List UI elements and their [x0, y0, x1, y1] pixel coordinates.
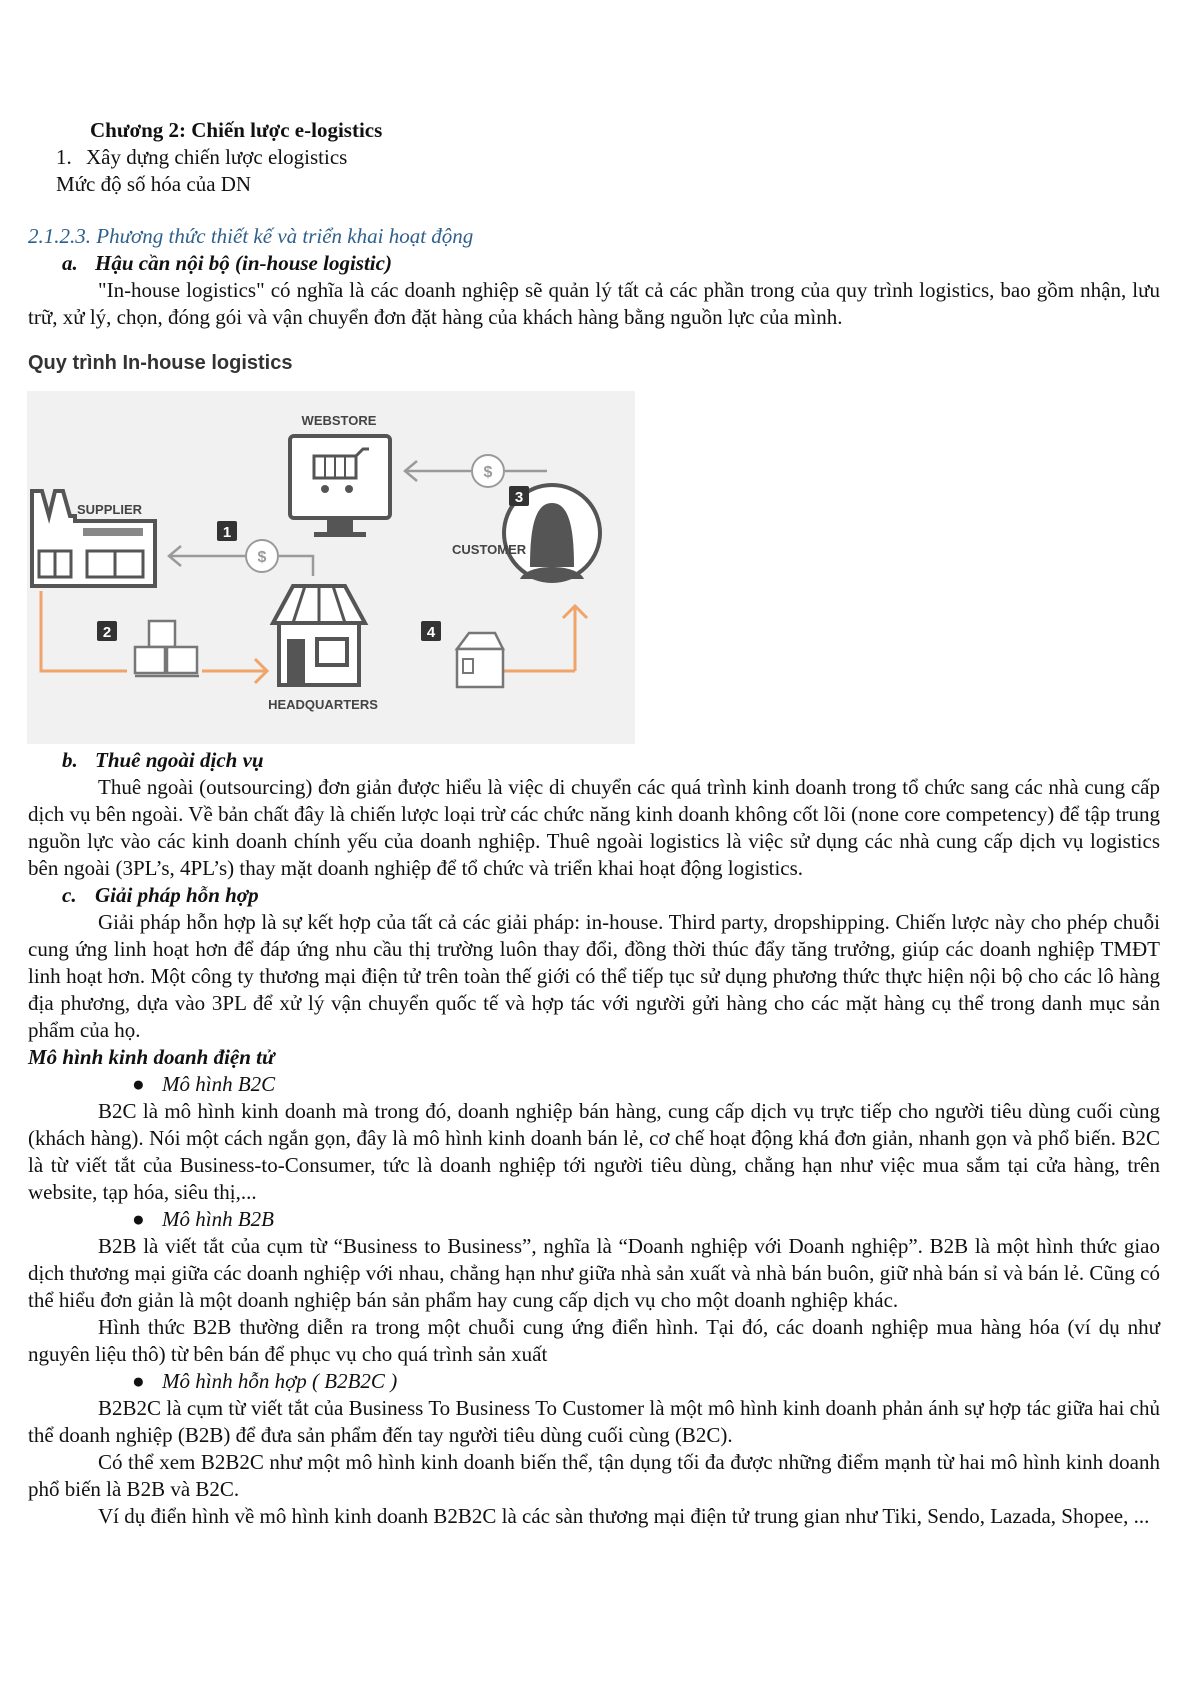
- dollar-label: $: [257, 549, 267, 566]
- headquarters-label: HEADQUARTERS: [268, 697, 378, 712]
- model-heading: Mô hình kinh doanh điện tử: [28, 1045, 275, 1069]
- step-1-label: 1: [222, 524, 232, 541]
- bullet-dot: ●: [132, 1072, 145, 1096]
- numbered-item: [56, 144, 1160, 171]
- paragraph-b2b2c-1: B2B2C là cụm từ viết tắt của Business To Business To Customer là một mô hình kinh doanh phản ánh sự hợp tác giữa hai chủ thể doanh nghiệp (B2B) để đưa sản phẩm đến tay người tiêu dùng cuối cùng (B2C).: [28, 1396, 1160, 1447]
- paragraph-b2b-1: B2B là viết tắt của cụm từ “Business to Business”, nghĩa là “Doanh nghiệp với Doanh nghiệp”. B2B là một hình thức giao dịch thương mại giữa các doanh nghiệp với nhau, chẳng hạn như giữa nhà sản xuất và nhà bán buôn, giữ nhà bán sỉ và bán lẻ. Cũng có thể hiểu đơn giản là một doanh nghiệp bán sản phẩm hay cung cấp dịch vụ cho một doanh nghiệp khác.: [28, 1234, 1160, 1312]
- step-3-label: 3: [514, 489, 524, 506]
- item-number: 1.: [56, 145, 72, 169]
- chapter-title: Chương 2: Chiến lược e-logistics: [90, 118, 383, 142]
- dollar-label: $: [483, 464, 493, 481]
- paragraph-b2b2c-2: Có thể xem B2B2C như một mô hình kinh doanh biến thể, tận dụng tối đa được những điểm mạnh từ hai mô hình kinh doanh phổ biến là B2B và B2C.: [28, 1450, 1160, 1501]
- paragraph-b2c: B2C là mô hình kinh doanh mà trong đó, doanh nghiệp bán hàng, cung cấp dịch vụ trực tiếp cho người tiêu dùng cuối cùng (khách hàng). Nói một cách ngắn gọn, đây là mô hình kinh doanh bán lẻ, cơ chế hoạt động khá đơn giản, nhanh gọn và phổ biến. B2C là từ viết tắt của Business-to-Consumer, tức là doanh nghiệp tới người tiêu dùng, chẳng hạn như việc mua sắm tại cửa hàng, trên website, tạp hóa, siêu thị,...: [28, 1099, 1160, 1204]
- headquarters-store-icon: [273, 586, 365, 685]
- step-badge-2: [97, 621, 117, 641]
- customer-label: CUSTOMER: [452, 542, 527, 557]
- heading-c: [62, 882, 1160, 909]
- figure-title: Quy trình In-house logistics: [28, 352, 293, 374]
- heading-b: [62, 747, 1160, 774]
- dollar-icon: [246, 540, 278, 572]
- webstore-label: WEBSTORE: [301, 413, 377, 428]
- step-2-label: 2: [102, 624, 112, 641]
- step-4-label: 4: [426, 624, 436, 641]
- bullet-b2b-title: Mô hình B2B: [162, 1207, 274, 1231]
- heading-b-title: Thuê ngoài dịch vụ: [95, 748, 264, 772]
- bullet-dot: ●: [132, 1207, 145, 1231]
- bullet-b2b2c: [132, 1368, 1160, 1395]
- package-box-icon: [457, 633, 503, 687]
- paragraph-b2b2c-3: Ví dụ điển hình về mô hình kinh doanh B2B2C là các sàn thương mại điện tử trung gian như Tiki, Sendo, Lazada, Shopee, ...: [98, 1504, 1150, 1528]
- paragraph-in-house: "In-house logistics" có nghĩa là các doanh nghiệp sẽ quản lý tất cả các phần trong của quy trình logistics, bao gồm nhận, lưu trữ, xử lý, chọn, đóng gói và vận chuyển đơn đặt hàng của khách hàng bằng nguồn lực của mình.: [28, 278, 1160, 329]
- heading-c-title: Giải pháp hỗn hợp: [95, 883, 259, 907]
- heading-a-title: Hậu cần nội bộ (in-house logistic): [95, 251, 392, 275]
- step-badge-3: [509, 486, 529, 506]
- paragraph-outsourcing: Thuê ngoài (outsourcing) đơn giản được hiểu là việc di chuyển các quá trình kinh doanh trong tổ chức sang các nhà cung cấp dịch vụ bên ngoài. Về bản chất đây là chiến lược loại trừ các chức năng kinh doanh không cốt lõi (none core competency) để tập trung nguồn lực vào các kinh doanh chính yếu của doanh nghiệp. Thuê ngoài logistics là việc sử dụng các nhà cung cấp dịch vụ logistics bên ngoài (3PL’s, 4PL’s) thay mặt doanh nghiệp để tổ chức và triển khai hoạt động logistics.: [28, 775, 1160, 880]
- heading-c-label: c.: [62, 883, 77, 907]
- step-badge-1: [217, 521, 237, 541]
- heading-b-label: b.: [62, 748, 78, 772]
- supplier-label: SUPPLIER: [77, 502, 143, 517]
- item-text: Xây dựng chiến lược elogistics: [86, 145, 348, 169]
- bullet-b2b: [132, 1206, 1160, 1233]
- step-badge-4: [421, 621, 441, 641]
- bullet-dot: ●: [132, 1369, 145, 1393]
- in-house-logistics-diagram: [27, 391, 635, 744]
- heading-a: [62, 250, 1160, 277]
- bullet-b2c: [132, 1071, 1160, 1098]
- section-heading: 2.1.2.3. Phương thức thiết kế và triển khai hoạt động: [28, 224, 474, 248]
- paragraph-b2b-2: Hình thức B2B thường diễn ra trong một chuỗi cung ứng điển hình. Tại đó, các doanh nghiệp mua hàng hóa (ví dụ như nguyên liệu thô) từ bên bán để phục vụ cho quá trình sản xuất: [28, 1315, 1160, 1366]
- subline: Mức độ số hóa của DN: [56, 172, 252, 196]
- dollar-icon: [472, 455, 504, 487]
- paragraph-hybrid: Giải pháp hỗn hợp là sự kết hợp của tất cả các giải pháp: in-house. Third party, dropshipping. Chiến lược này cho phép chuỗi cung ứng linh hoạt hơn để đáp ứng nhu cầu thị trường luôn thay đổi, đồng thời thúc đẩy tăng trưởng, giúp các doanh nghiệp TMĐT linh hoạt hơn. Một công ty thương mại điện tử trên toàn thế giới có thể tiếp tục sử dụng phương thức thực hiện nội bộ cho các lô hàng địa phương, dựa vào 3PL để xử lý vận chuyển quốc tế và hợp tác với người gửi hàng cho các mặt hàng cụ thể trong danh mục sản phẩm của họ.: [28, 910, 1160, 1042]
- bullet-b2b2c-title: Mô hình hỗn hợp ( B2B2C ): [162, 1369, 398, 1393]
- document-page: [28, 112, 1160, 1530]
- heading-a-label: a.: [62, 251, 78, 275]
- bullet-b2c-title: Mô hình B2C: [162, 1072, 276, 1096]
